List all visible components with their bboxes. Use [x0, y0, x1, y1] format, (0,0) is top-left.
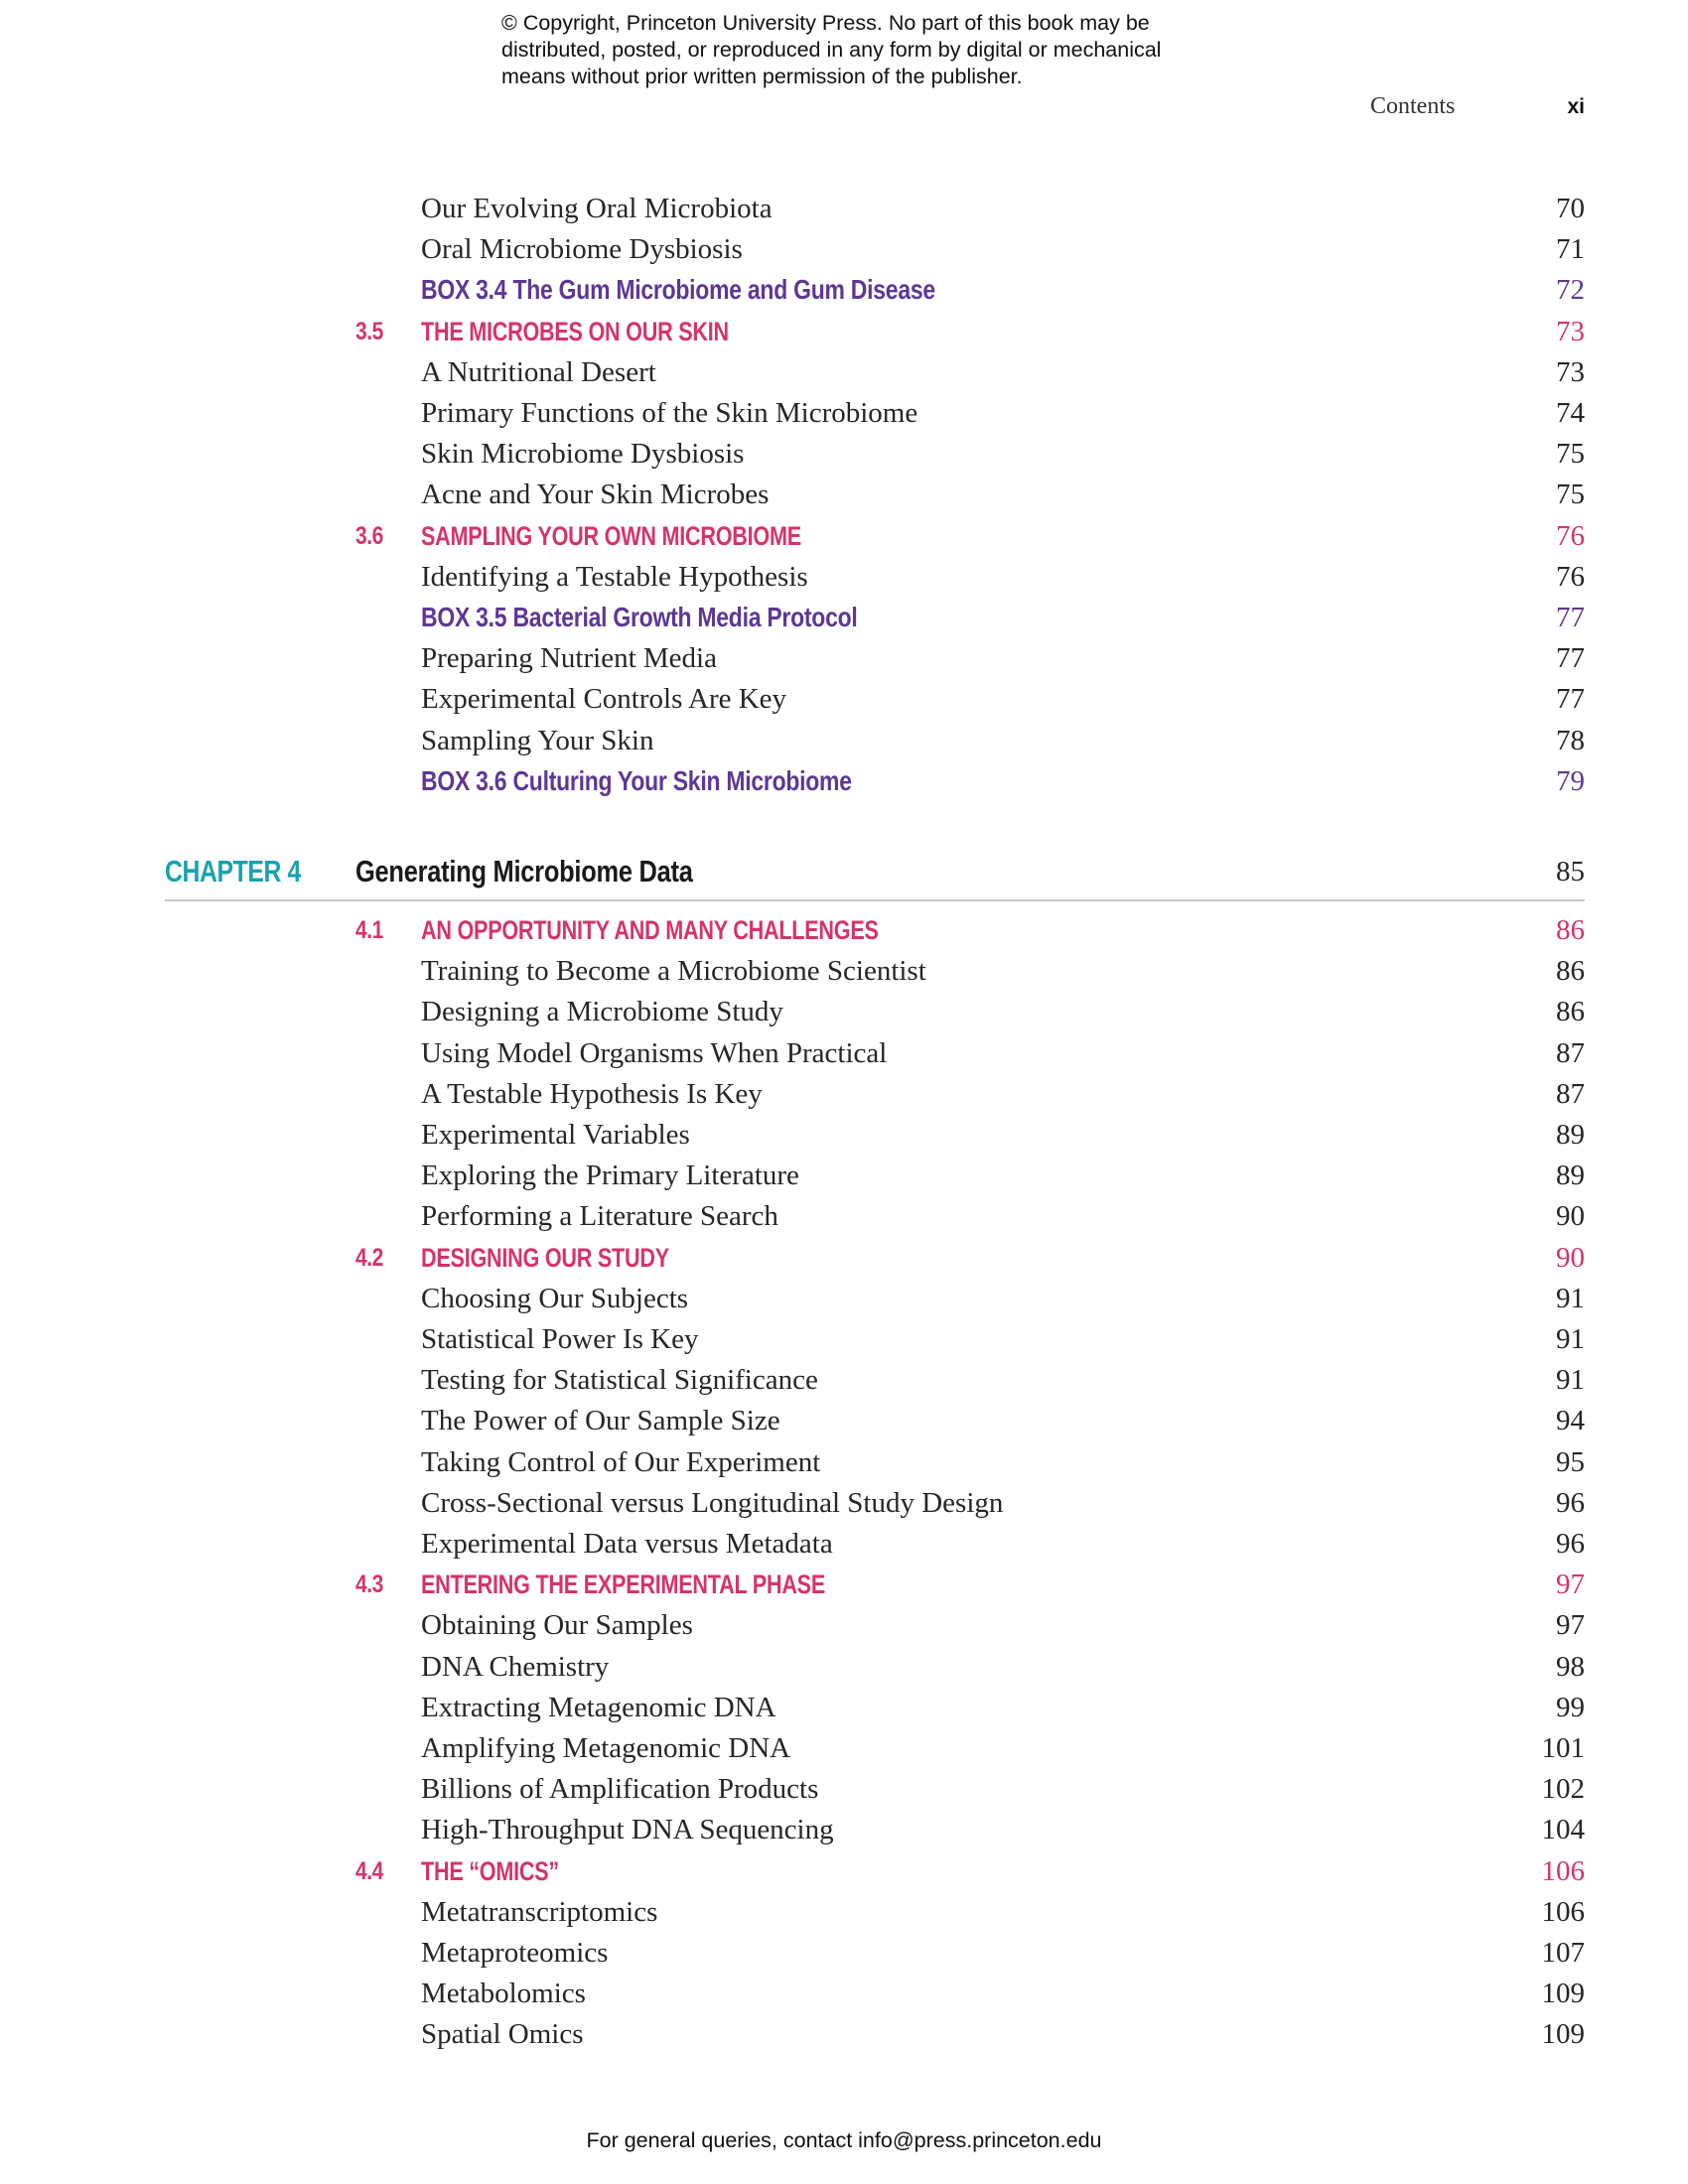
page-number: 73: [1556, 315, 1585, 347]
page-number: 97: [1556, 1609, 1585, 1642]
toc-entry-title: Metaproteomics: [421, 1937, 609, 1969]
page-number: 78: [1556, 724, 1585, 756]
toc-entry-row: [0, 992, 1688, 1031]
chapter-heading: [0, 850, 1688, 893]
page-number: 77: [1556, 683, 1585, 716]
toc-entry-row: [0, 1401, 1688, 1440]
toc-entry-row: [0, 189, 1688, 228]
page-number: 74: [1556, 397, 1585, 429]
toc-entry-row: [0, 1524, 1688, 1564]
toc-entry-row: [0, 721, 1688, 760]
toc-entry-title: A Nutritional Desert: [421, 355, 656, 388]
toc-section-row: [0, 1565, 1688, 1604]
chapter-title: Generating Microbiome Data: [355, 854, 693, 888]
toc-entry-title: Primary Functions of the Skin Microbiome: [421, 397, 918, 429]
page-number: 97: [1556, 1569, 1585, 1601]
page-number: 90: [1556, 1241, 1585, 1274]
toc-entry-row: [0, 1810, 1688, 1849]
section-number: 4.4: [355, 1856, 383, 1885]
toc-entry-title: Identifying a Testable Hypothesis: [421, 560, 808, 593]
copyright-line: distributed, posted, or reproduced in any form by digital or mechanical: [501, 38, 1162, 62]
page-number: 76: [1556, 560, 1585, 593]
toc-entry-row: [0, 1156, 1688, 1195]
toc-entry-title: Metatranscriptomics: [421, 1895, 658, 1928]
toc-entry-title: Skin Microbiome Dysbiosis: [421, 438, 745, 471]
toc-entry-row: [0, 1974, 1688, 2013]
toc-section-title: DESIGNING OUR STUDY: [421, 1242, 669, 1273]
toc-entry-row: [0, 1115, 1688, 1155]
page-number: 102: [1541, 1773, 1585, 1806]
page-number: 91: [1556, 1282, 1585, 1314]
page-number: 109: [1541, 2018, 1585, 2051]
toc-entry-row: [0, 951, 1688, 991]
page-number: 79: [1556, 764, 1585, 797]
page-number: 98: [1556, 1650, 1585, 1683]
toc-entry-title: Our Evolving Oral Microbiota: [421, 193, 773, 224]
toc-entry-title: Preparing Nutrient Media: [421, 642, 717, 675]
toc-entry-title: Exploring the Primary Literature: [421, 1160, 799, 1192]
page-number: 94: [1556, 1405, 1585, 1437]
page-number: 77: [1556, 602, 1585, 633]
toc-section-row: [0, 1851, 1688, 1891]
chapter-divider: [165, 899, 1585, 901]
page-number: 70: [1556, 193, 1585, 224]
toc-entry-title: Taking Control of Our Experiment: [421, 1445, 821, 1478]
page-number: 106: [1541, 1895, 1585, 1928]
toc-entry-row: [0, 1196, 1688, 1236]
toc-entry-row: [0, 679, 1688, 719]
toc-entry-title: Testing for Statistical Significance: [421, 1364, 818, 1397]
toc-entry-title: Statistical Power Is Key: [421, 1323, 699, 1355]
toc-entry-row: [0, 1933, 1688, 1973]
toc-box-title: BOX 3.6 Culturing Your Skin Microbiome: [421, 764, 852, 796]
toc-entry-title: Training to Become a Microbiome Scientist: [421, 955, 926, 988]
toc-entry-title: Using Model Organisms When Practical: [421, 1036, 888, 1069]
toc-entry-title: High-Throughput DNA Sequencing: [421, 1814, 834, 1846]
toc-entry-row: [0, 1319, 1688, 1359]
toc-entry-title: Performing a Literature Search: [421, 1200, 778, 1233]
toc-entry-row: [0, 475, 1688, 514]
toc-entry-title: Sampling Your Skin: [421, 724, 654, 756]
page-number: 109: [1541, 1978, 1585, 2010]
toc-section-title: AN OPPORTUNITY AND MANY CHALLENGES: [421, 915, 879, 945]
toc-entry-title: Experimental Variables: [421, 1119, 690, 1151]
toc-entry-row: [0, 638, 1688, 678]
toc-entry-row: [0, 1483, 1688, 1523]
toc-entry-row: [0, 2014, 1688, 2054]
page-number: 89: [1556, 1119, 1585, 1151]
page-number: 87: [1556, 1077, 1585, 1110]
toc-section-title: ENTERING THE EXPERIMENTAL PHASE: [421, 1570, 826, 1600]
toc-entry-row: [0, 229, 1688, 269]
toc-box-title: BOX 3.5 Bacterial Growth Media Protocol: [421, 602, 858, 632]
toc-entry-row: [0, 1605, 1688, 1645]
page-number: 71: [1556, 233, 1585, 266]
toc-entry-title: Experimental Controls Are Key: [421, 683, 787, 716]
page-number: 90: [1556, 1200, 1585, 1233]
toc-box-title: BOX 3.4 The Gum Microbiome and Gum Disease: [421, 274, 935, 306]
page-number: 75: [1556, 478, 1585, 511]
toc-section-title: SAMPLING YOUR OWN MICROBIOME: [421, 520, 801, 551]
section-number: 4.3: [355, 1570, 383, 1599]
toc-section-row: [0, 1238, 1688, 1278]
page-number: 87: [1556, 1036, 1585, 1069]
copyright-notice: [501, 10, 1256, 90]
toc-entry-row: [0, 434, 1688, 474]
toc-entry-row: [0, 1892, 1688, 1932]
toc-entry-row: [0, 1360, 1688, 1400]
section-number: 4.1: [355, 916, 383, 944]
page-number: 75: [1556, 438, 1585, 471]
toc-entry-title: Obtaining Our Samples: [421, 1609, 693, 1642]
toc-entry-title: Designing a Microbiome Study: [421, 996, 783, 1028]
toc-entry-title: A Testable Hypothesis Is Key: [421, 1077, 763, 1110]
page-number: 73: [1556, 355, 1585, 388]
toc-entry-row: [0, 1647, 1688, 1687]
toc-entry-title: Oral Microbiome Dysbiosis: [421, 233, 743, 266]
toc-entry-title: Spatial Omics: [421, 2018, 584, 2051]
toc-entry-row: [0, 557, 1688, 597]
toc-entry-title: The Power of Our Sample Size: [421, 1405, 780, 1437]
toc-entry-title: Extracting Metagenomic DNA: [421, 1691, 776, 1723]
toc-entry-row: [0, 393, 1688, 433]
toc-entry-title: Choosing Our Subjects: [421, 1282, 689, 1314]
page-number: 106: [1541, 1854, 1585, 1887]
section-number: 3.6: [355, 521, 383, 550]
toc-entry-row: [0, 1442, 1688, 1482]
toc-entry-title: Metabolomics: [421, 1978, 586, 2010]
chapter-label: CHAPTER 4: [165, 854, 301, 888]
toc-box-row: [0, 761, 1688, 801]
copyright-line: © Copyright, Princeton University Press. No part of this book may be: [501, 11, 1150, 35]
section-number: 3.5: [355, 317, 383, 345]
toc-section-row: [0, 312, 1688, 351]
toc-section-title: THE MICROBES ON OUR SKIN: [421, 316, 729, 346]
page-number: 95: [1556, 1445, 1585, 1478]
page-number: 77: [1556, 642, 1585, 675]
toc-entry-row: [0, 1688, 1688, 1727]
toc-section-row: [0, 516, 1688, 556]
page-number: 89: [1556, 1160, 1585, 1192]
running-head-page-number: xi: [1567, 95, 1585, 118]
toc-entry-row: [0, 1033, 1688, 1073]
page-number: 96: [1556, 1528, 1585, 1560]
toc-entry-title: Experimental Data versus Metadata: [421, 1528, 833, 1560]
copyright-line: means without prior written permission of the publisher.: [501, 65, 1023, 88]
toc-section-row: [0, 910, 1688, 950]
footer-contact: For general queries, contact info@press.princeton.edu: [586, 2128, 1102, 2152]
toc-entry-row: [0, 1769, 1688, 1809]
chapter-page-number: 85: [1556, 856, 1585, 887]
toc-section-title: THE “OMICS”: [421, 1855, 559, 1886]
page-number: 76: [1556, 519, 1585, 552]
page-number: 86: [1556, 914, 1585, 946]
page-number: 101: [1541, 1732, 1585, 1764]
page-number: 96: [1556, 1486, 1585, 1519]
page-number: 72: [1556, 274, 1585, 307]
page-number: 107: [1541, 1937, 1585, 1969]
toc-entry-row: [0, 1728, 1688, 1768]
running-head-title: Contents: [1370, 93, 1456, 119]
toc-entry-title: Cross-Sectional versus Longitudinal Study Design: [421, 1486, 1004, 1519]
toc-entry-title: Billions of Amplification Products: [421, 1773, 819, 1806]
running-head: [1370, 93, 1585, 125]
toc-entry-title: Amplifying Metagenomic DNA: [421, 1732, 791, 1764]
page-number: 99: [1556, 1691, 1585, 1723]
toc-entry-row: [0, 1074, 1688, 1114]
page-number: 86: [1556, 996, 1585, 1028]
toc-entry-title: Acne and Your Skin Microbes: [421, 478, 770, 511]
toc-box-row: [0, 598, 1688, 637]
page-number: 91: [1556, 1364, 1585, 1397]
toc-entry-row: [0, 352, 1688, 392]
toc-box-row: [0, 270, 1688, 310]
page-number: 104: [1541, 1814, 1585, 1846]
page-number: 86: [1556, 955, 1585, 988]
page-number: 91: [1556, 1323, 1585, 1355]
toc-entry-title: DNA Chemistry: [421, 1650, 610, 1683]
section-number: 4.2: [355, 1243, 383, 1272]
toc-entry-row: [0, 1279, 1688, 1318]
